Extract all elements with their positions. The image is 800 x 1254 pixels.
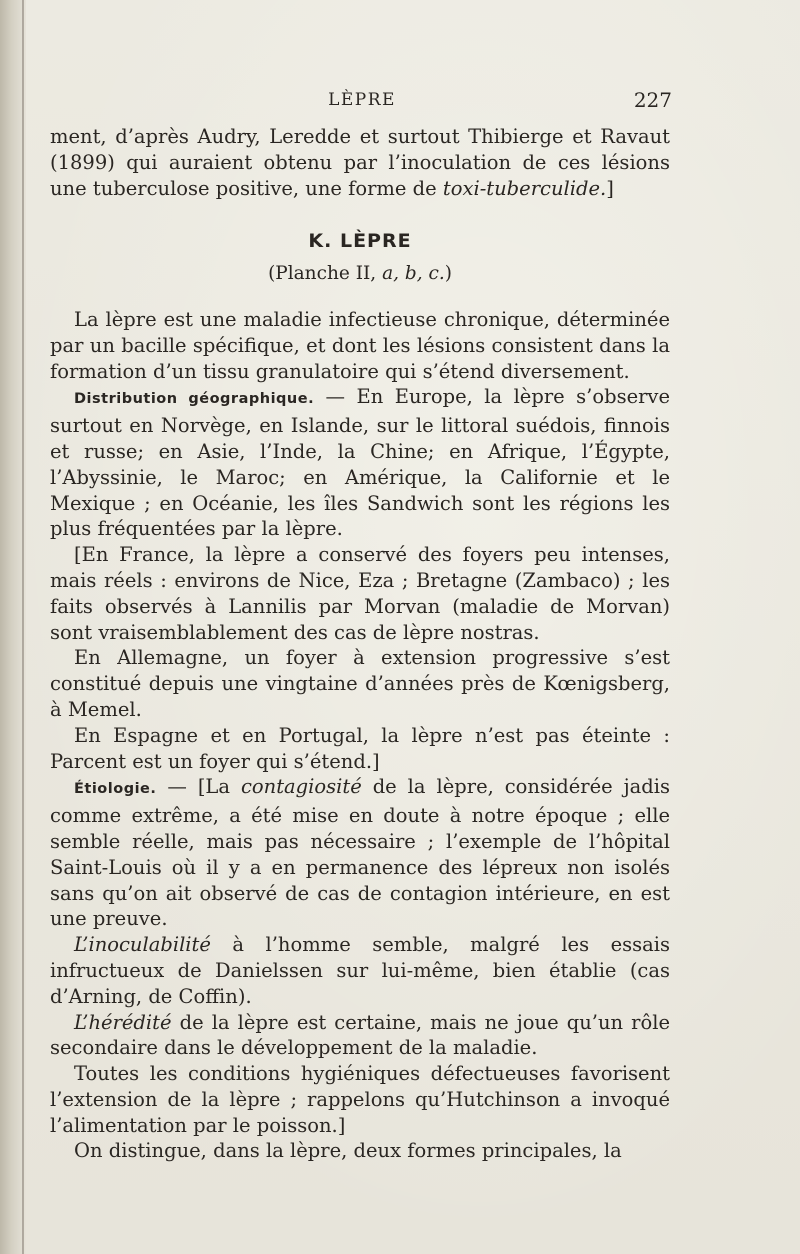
run-in-heading: Distribution géographique.	[74, 391, 315, 408]
italic-term: contagiosité	[240, 775, 362, 799]
section-plate-reference	[50, 261, 670, 287]
page-body	[50, 124, 670, 1164]
paragraph-text: ment, d’après Audry, Leredde et surtout Thibierge et Ravaut (1899) qui auraient obtenu par l’inoculation de ces lésions une tuberculose positive, une forme de	[50, 125, 670, 200]
paragraph-heredity	[50, 1010, 670, 1062]
italic-term: toxi-tuberculide.	[442, 176, 607, 200]
running-title: LÈPRE	[328, 90, 396, 110]
paragraph-etiology	[50, 774, 670, 932]
plate-ref-post: )	[444, 263, 452, 285]
page-header	[52, 88, 672, 116]
paragraph-germany: En Allemagne, un foyer à extension progressive s’est constitué depuis une vingtaine d’années près de Kœnigsberg, à Memel.	[50, 646, 670, 721]
paragraph-text: — En Europe, la lèpre s’observe surtout en Norvège, en Islande, sur le littoral suédois, finnois et russe; en Asie, l’Inde, la Chine; en Afrique, l’Égypte, l’Abyssinie, le Maroc; en Amérique, la Californie et le Mexique ; en Océanie, les îles Sandwich sont les régions les plus fréquentées par la lèpre.	[50, 385, 670, 541]
section-title: K. LÈPRE	[308, 230, 412, 253]
paragraph-definition: La lèpre est une maladie infectieuse chronique, déterminée par un bacille spécifique, et dont les lésions consistent dans la formation d’un tissu granulatoire qui s’étend diversement.	[50, 307, 670, 383]
page-number: 227	[633, 88, 672, 112]
paragraph-distribution	[50, 384, 670, 542]
paragraph-spain: En Espagne et en Portugal, la lèpre n’est pas éteinte : Parcent est un foyer qui s’étend.]	[50, 723, 670, 773]
binding-edge	[22, 0, 24, 1254]
run-in-heading: Étiologie.	[74, 781, 157, 798]
paragraph-text: de la lèpre est certaine, mais ne joue qu’un rôle secondaire dans le développement de la maladie.	[50, 1010, 670, 1060]
paragraph-text: à l’homme semble, malgré les essais infructueux de Danielssen sur lui-même, bien établie (cas d’Arning, de Coffin).	[50, 933, 670, 1008]
plate-ref-italic: a, b, c.	[382, 263, 445, 285]
italic-term: L’inoculabilité	[74, 933, 211, 957]
paragraph-france: [En France, la lèpre a conservé des foyers peu intenses, mais réels : environs de Nice, Eza ; Bretagne (Zambaco) ; les faits observés à Lannilis par Morvan (maladie de Morvan) sont vraisemblablement des cas de lèpre nostras.	[50, 543, 670, 644]
paragraph-text-pre: — [La	[156, 775, 241, 799]
plate-ref-pre: (Planche II,	[268, 263, 383, 285]
paragraph-text: de la lèpre, considérée jadis comme extrême, a été mise en doute à notre époque ; elle semble réelle, mais pas nécessaire ; l’exemple de l’hôpital Saint-Louis où il y a en permanence des lépreux non isolés sans qu’on ait observé de cas de contagion intérieure, en est une preuve.	[50, 775, 671, 931]
closing-bracket: ]	[606, 176, 614, 200]
italic-term: L’hérédité	[74, 1010, 172, 1034]
paragraph-hygiene: Toutes les conditions hygiéniques défectueuses favorisent l’extension de la lèpre ; rappelons qu’Hutchinson a invoqué l’alimentation par le poisson.]	[50, 1062, 670, 1137]
paragraph-continuation	[50, 124, 670, 201]
paragraph-inoculability	[50, 932, 670, 1009]
paragraph-forms: On distingue, dans la lèpre, deux formes principales, la	[74, 1139, 622, 1163]
